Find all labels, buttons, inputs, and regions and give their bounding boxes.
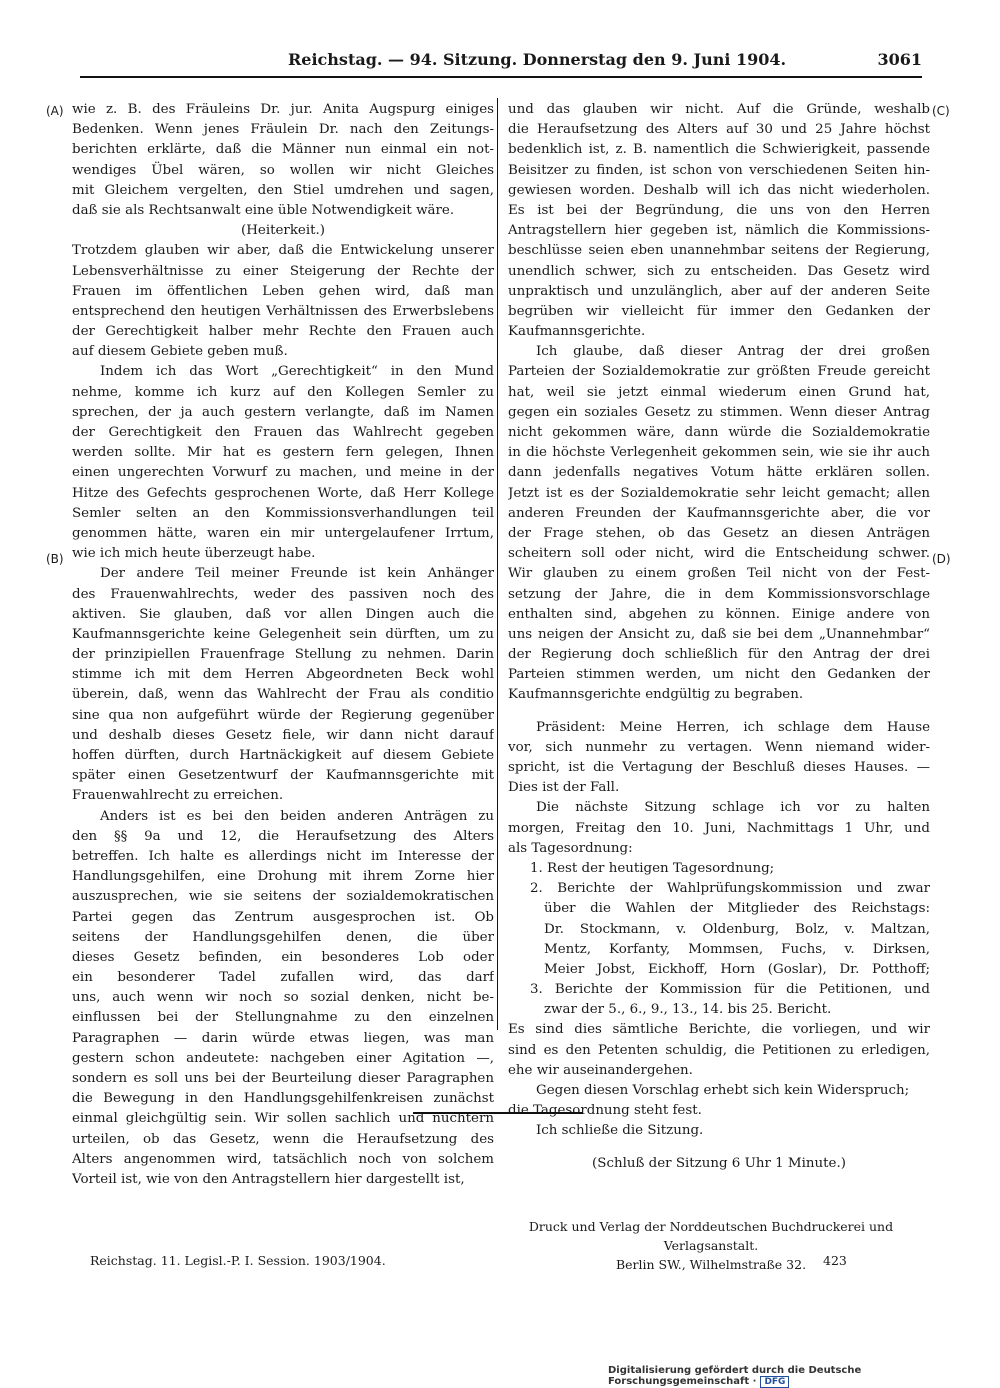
text-line: Dies ist der Fall. <box>508 780 620 796</box>
text-line: nicht gekommen wäre, dann würde die Sozialdemokratie <box>508 425 930 440</box>
running-title: Reichstag. — 94. Sitzung. Donnerstag den 9. Juni 1904. <box>288 50 787 69</box>
text-line: dann jedenfalls negatives Votum hätte erklären sollen. <box>508 465 930 481</box>
text-line: Meier Jobst, Eickhoff, Horn (Goslar), Dr. Potthoff; <box>544 961 930 977</box>
text-line: morgen, Freitag den 10. Juni, Nachmittags 1 Uhr, und <box>508 820 930 836</box>
text-line: Bedenken. Wenn jenes Fräulein Dr. nach den Zeitungs- <box>72 122 494 138</box>
text-line: Paragraphen — darin würde etwas liegen, was man <box>72 1030 494 1046</box>
text-line: Handlungsgehilfen, eine Drohung mit ihrem Zorne hier <box>72 869 494 885</box>
text-line: Es sind dies sämtliche Berichte, die vorliegen, und wir <box>508 1022 930 1038</box>
end-rule <box>413 1112 583 1114</box>
text-line: Kaufmannsgerichte endgültig zu begraben. <box>508 687 804 703</box>
margin-marker-c: (C) <box>932 104 950 118</box>
text-line: werden sollte. Mir hat es gestern fern gelegen, Ihnen <box>72 445 494 461</box>
text-line: der prinzipiellen Frauenfrage Stellung zu nehmen. Darin <box>72 647 494 663</box>
text-line: überein, daß, wenn das Wahlrecht der Frau als conditio <box>72 687 494 703</box>
text-line: ehe wir auseinandergehen. <box>508 1062 693 1078</box>
text-line: und deshalb dieses Gesetz fiele, wir dann nicht darauf <box>72 727 494 743</box>
text-line: gegen ein soziales Gesetz zu stimmen. Wenn dieser Antrag <box>508 404 930 420</box>
text-line: begrüben wir vielleicht für immer den Gedanken der <box>508 303 930 319</box>
text-line: uns, auch wenn wir noch so sozial denken, nicht be- <box>72 990 494 1006</box>
text-line: Frauen im öffentlichen Leben gehen wird, daß man <box>72 283 494 299</box>
text-line: des Frauenwahlrechts, weder des passiven noch des <box>72 586 494 602</box>
header-rule <box>80 76 922 78</box>
dfg-logo: DFG <box>760 1376 789 1388</box>
text-line: uns neigen der Ansicht zu, daß sie bei dem „Unannehmbar“ <box>508 626 930 642</box>
text-line: Parteien der Sozialdemokratie zur größten Freude gereicht <box>508 364 930 380</box>
text-line: Kaufmannsgerichte. <box>508 324 646 340</box>
text-line: später einen Gesetzentwurf der Kaufmannsgerichte mit <box>72 768 494 784</box>
text-line: die Tagesordnung steht fest. <box>508 1103 702 1119</box>
text-line: Gegen diesen Vorschlag erhebt sich kein Widerspruch; <box>536 1083 910 1098</box>
text-line: wendiges Übel wären, so wollen wir nicht Gleiches <box>72 162 494 178</box>
text-line: Alters angenommen wird, tatsächlich noch von solchem <box>72 1151 494 1167</box>
text-line: hat, weil sie jetzt einmal wiederum einen Grund hat, <box>508 384 930 400</box>
text-line: enthalten sind, abgehen zu können. Einige andere von <box>508 606 930 622</box>
text-line: anderen Freunden der Kaufmannsgerichte aber, die vor <box>508 505 930 521</box>
text-line: mit Gleichem vergelten, den Stiel umdrehen und sagen, <box>72 182 494 198</box>
text-line: einflussen bei der Stellungnahme zu den einzelnen <box>72 1010 494 1026</box>
text-line: Der andere Teil meiner Freunde ist kein Anhänger <box>100 566 494 582</box>
printer-imprint <box>500 1217 922 1274</box>
text-line: nehme, komme ich kurz auf den Kollegen Semler zu <box>72 384 494 400</box>
text-line: 2. Berichte der Wahlprüfungskommission und zwar <box>530 881 930 897</box>
text-line: 3. Berichte der Kommission für die Petitionen, und <box>530 982 930 998</box>
text-line: 1. Rest der heutigen Tagesordnung; <box>530 860 775 876</box>
imprint-line: Druck und Verlag der Norddeutschen Buchdruckerei und Verlagsanstalt. <box>528 1219 894 1253</box>
text-line: betreffen. Ich halte es allerdings nicht im Interesse der <box>72 848 494 864</box>
text-line: Vorteil ist, wie von den Antragstellern hier dargestellt ist, <box>72 1171 465 1187</box>
text-line: und das glauben wir nicht. Auf die Gründe, weshalb <box>508 102 930 117</box>
text-line: spricht, ist die Vertagung der Beschluß dieses Hauses. — <box>508 760 930 775</box>
right-text-column <box>508 100 930 1174</box>
margin-marker-b: (B) <box>46 552 64 566</box>
digitization-credit <box>608 1365 1000 1388</box>
text-line: hoffen dürften, durch Hartnäckigkeit auf diesem Gebiete <box>72 748 494 763</box>
text-line: sondern es soll uns bei der Beurteilung dieser Paragraphen <box>72 1071 494 1086</box>
text-line: seitens der Handlungsgehilfen denen, die über <box>72 929 494 945</box>
text-line: berichten erklärte, daß die Männer nun einmal ein not- <box>72 142 494 158</box>
text-line: Es ist bei der Begründung, die uns von den Herren <box>508 202 930 218</box>
text-line: vor, sich nunmehr zu vertagen. Wenn niemand wider- <box>508 739 930 755</box>
text-line: auf diesem Gebiete geben muß. <box>72 344 288 360</box>
text-line: Ich schließe die Sitzung. <box>536 1123 704 1139</box>
page-number: 3061 <box>877 50 922 69</box>
text-line: Parteien stimmen werden, um nicht den Gedanken der <box>508 667 930 683</box>
sheet-number: 423 <box>823 1253 847 1268</box>
text-line: bedenklich ist, z. B. namentlich die Schwierigkeit, passende <box>508 142 930 158</box>
text-line: einen ungerechten Vorwurf zu machen, und meine in der <box>72 465 494 481</box>
text-line: Semler selten an den Kommissionsverhandlungen teil <box>72 505 494 521</box>
text-line: setzung der Jahre, die in dem Kommissionsvorschlage <box>508 586 930 602</box>
text-line: Frauenwahlrecht zu erreichen. <box>72 788 284 804</box>
text-line: Präsident: Meine Herren, ich schlage dem Hause <box>536 719 930 735</box>
column-divider <box>497 98 498 1030</box>
text-line: urteilen, ob das Gesetz, wenn die Heraufsetzung des <box>72 1131 494 1147</box>
text-line: wie ich mich heute überzeugt habe. <box>72 546 316 562</box>
text-line: Dr. Stockmann, v. Oldenburg, Bolz, v. Maltzan, <box>544 921 930 937</box>
text-line: aktiven. Sie glauben, daß vor allen Dingen auch die <box>72 606 494 622</box>
text-line: die Bewegung in den Handlungsgehilfenkreisen zunächst <box>72 1091 494 1107</box>
left-text-column <box>72 100 494 1190</box>
text-line: Kaufmannsgerichte keine Gelegenheit sein dürften, um zu <box>72 626 494 642</box>
text-line: Beisitzer zu finden, ist schon von verschiedenen Seiten hin- <box>508 162 930 178</box>
paragraph-gap <box>508 1142 930 1154</box>
text-line: der Gerechtigkeit halber mehr Rechte den Frauen auch <box>72 324 494 340</box>
session-note: Reichstag. 11. Legisl.-P. I. Session. 1903/1904. <box>90 1253 386 1268</box>
text-line: (Schluß der Sitzung 6 Uhr 1 Minute.) <box>592 1155 846 1171</box>
credit-text: Digitalisierung gefördert durch die Deutsche Forschungsgemeinschaft · <box>608 1365 862 1387</box>
text-line: als Tagesordnung: <box>508 840 633 856</box>
text-line: entsprechend den heutigen Verhältnissen des Erwerbslebens <box>72 303 494 319</box>
text-line: sind es den Petenten schuldig, die Petitionen zu erledigen, <box>508 1042 930 1058</box>
text-line: dieses Gesetz befinden, ein besonderes Lob oder <box>72 949 494 965</box>
text-line: Mentz, Korfanty, Mommsen, Fuchs, v. Dirksen, <box>544 941 930 957</box>
text-line: in die höchste Verlegenheit gekommen sein, wie sie ihr auch <box>508 445 930 461</box>
text-line: einmal gleichgültig sein. Wir sollen sachlich und nüchtern <box>72 1111 494 1127</box>
text-line: unendlich schwer, sich zu entscheiden. Das Gesetz wird <box>508 263 930 279</box>
text-line: beschlüsse seien eben unannehmbar seitens der Regierung, <box>508 243 930 259</box>
text-line: stimme ich mit dem Herren Abgeordneten Beck wohl <box>72 667 494 683</box>
text-line: Lebensverhältnisse zu einer Steigerung der Rechte der <box>72 263 494 279</box>
text-line: wie z. B. des Fräuleins Dr. jur. Anita Augspurg einiges <box>72 102 494 117</box>
text-line: Partei gegen das Zentrum ausgesprochen ist. Ob <box>72 909 494 925</box>
paragraph-gap <box>508 706 930 718</box>
text-line: Ich glaube, daß dieser Antrag der drei großen <box>536 344 930 360</box>
text-line: der Frage stehen, ob das Gesetz an diesen Anträgen <box>508 525 930 541</box>
text-line: der Regierung doch schließlich für den Antrag der drei <box>508 647 930 663</box>
text-line: ein besonderer Tadel zufallen wird, das darf <box>72 970 494 986</box>
margin-marker-a: (A) <box>46 104 64 118</box>
page-header <box>80 50 922 76</box>
text-line: den §§ 9a und 12, die Heraufsetzung des Alters <box>72 828 494 844</box>
text-line: Jetzt ist es der Sozialdemokratie sehr leicht gemacht; allen <box>508 485 930 501</box>
text-line: Trotzdem glauben wir aber, daß die Entwickelung unserer <box>72 243 494 259</box>
text-line: unpraktisch und unzulänglich, aber auf der anderen Seite <box>508 283 930 299</box>
text-line: Anders ist es bei den beiden anderen Anträgen zu <box>100 808 494 824</box>
text-line: Die nächste Sitzung schlage ich vor zu halten <box>536 800 930 816</box>
text-line: Antragstellern hier gegeben ist, nämlich die Kommissions- <box>508 223 930 239</box>
text-line: (Heiterkeit.) <box>241 223 325 239</box>
text-line: Wir glauben zu einem großen Teil nicht von der Fest- <box>508 566 930 582</box>
text-line: die Heraufsetzung des Alters auf 30 und 25 Jahre höchst <box>508 122 930 138</box>
text-line: genommen hätte, waren ein mir untergelaufener Irrtum, <box>72 525 494 541</box>
text-line: auszusprechen, wie sie seitens der sozialdemokratischen <box>72 889 494 905</box>
text-line: sine qua non aufgeführt würde der Regierung gegenüber <box>72 707 494 723</box>
text-line: der Gerechtigkeit den Frauen das Wahlrecht gegeben <box>72 425 494 440</box>
imprint-address: Berlin SW., Wilhelmstraße 32. <box>615 1257 807 1272</box>
text-line: gestern schon andeutete: nachgeben einer Agitation —, <box>72 1050 494 1066</box>
text-line: zwar der 5., 6., 9., 13., 14. bis 25. Bericht. <box>544 1002 832 1018</box>
text-line: scheitern soll oder nicht, wird die Entscheidung schwer. <box>508 546 930 562</box>
text-line: Hitze des Gefechts gesprochenen Worte, daß Herr Kollege <box>72 485 494 501</box>
text-line: Indem ich das Wort „Gerechtigkeit“ in den Mund <box>100 364 494 380</box>
text-line: daß sie als Rechtsanwalt eine üble Notwendigkeit wäre. <box>72 202 455 218</box>
text-line: gewiesen worden. Deshalb will ich das nicht wiederholen. <box>508 182 930 198</box>
margin-marker-d: (D) <box>932 552 951 566</box>
text-line: sprechen, der ja auch gestern verlangte, daß im Namen <box>72 404 494 420</box>
text-line: über die Wahlen der Mitglieder des Reichstags: <box>544 901 930 917</box>
